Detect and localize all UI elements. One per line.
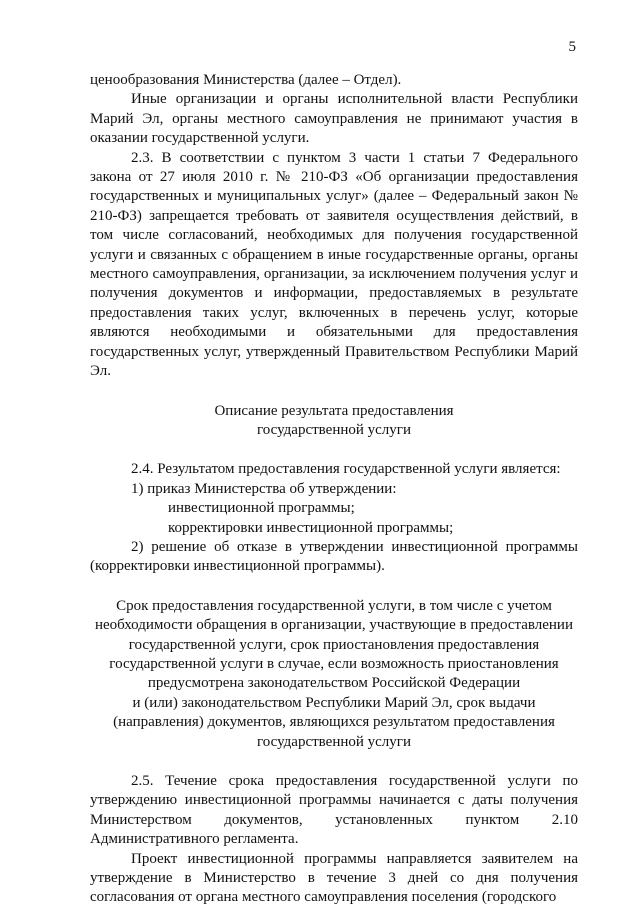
paragraph-2-3: 2.3. В соответствии с пунктом 3 части 1 статьи 7 Федерального закона от 27 июля 2010 г. № 210-ФЗ «Об организации предоставления государственных и муниципальных услуг» (далее – Федеральный закон № 210-ФЗ) запрещается требовать от заявителя осуществления действий, в том числе согласований, необходимых для получения государственной услуги и связанных с обращением в иные государственные органы, органы местного самоуправления, организации, за исключением получения услуг и получения документов и информации, предоставляемых в результате предоставления таких услуг, включенных в перечень услуг, которые являются необходимыми и обязательными для предоставления государственных услуг, утвержденный Правительством Республики Марий Эл. <box>90 149 578 380</box>
section-heading-line: и (или) законодательством Республики Марий Эл, срок выдачи <box>132 694 536 711</box>
section-heading-line: государственной услуги <box>257 733 411 750</box>
list-item: 2) решение об отказе в утверждении инвестиционной программы (корректировки инвестиционной программы). <box>90 538 578 575</box>
page-number: 5 <box>568 39 576 55</box>
paragraph: Проект инвестиционной программы направляется заявителем на утверждение в Министерство в течение 3 дней со дня получения согласования от органа местного самоуправления поселения (городского <box>90 850 578 906</box>
document-body <box>90 71 578 908</box>
paragraph: Иные организации и органы исполнительной власти Республики Марий Эл, органы местного самоуправления не принимают участия в оказании государственной услуги. <box>90 91 578 147</box>
section-heading-line: предусмотрена законодательством Российской Федерации <box>147 675 521 692</box>
paragraph: ценообразования Министерства (далее – Отдел). <box>90 72 402 88</box>
list-subitem: корректировки инвестиционной программы; <box>168 519 454 536</box>
section-heading-line: Описание результата предоставления <box>214 402 454 419</box>
section-heading-line: Срок предоставления государственной услуги, в том числе с учетом <box>116 597 552 614</box>
section-heading-line: необходимости обращения в организации, участвующие в предоставлении <box>95 617 573 634</box>
section-heading-line: государственной услуги <box>257 421 411 438</box>
section-heading-line: государственной услуги, срок приостановления предоставления <box>128 636 540 653</box>
paragraph-2-5: 2.5. Течение срока предоставления государственной услуги по утверждению инвестиционной программы начинается с даты получения Министерством документов, установленных пунктом 2.10 Административного регламента. <box>90 773 578 848</box>
list-item: 1) приказ Министерства об утверждении: <box>131 480 397 497</box>
section-heading-line: государственной услуги в случае, если возможность приостановления <box>109 655 559 672</box>
list-subitem: инвестиционной программы; <box>168 500 355 517</box>
paragraph-2-4: 2.4. Результатом предоставления государственной услуги является: <box>131 461 561 478</box>
section-heading-line: (направления) документов, являющихся результатом предоставления <box>113 714 555 731</box>
